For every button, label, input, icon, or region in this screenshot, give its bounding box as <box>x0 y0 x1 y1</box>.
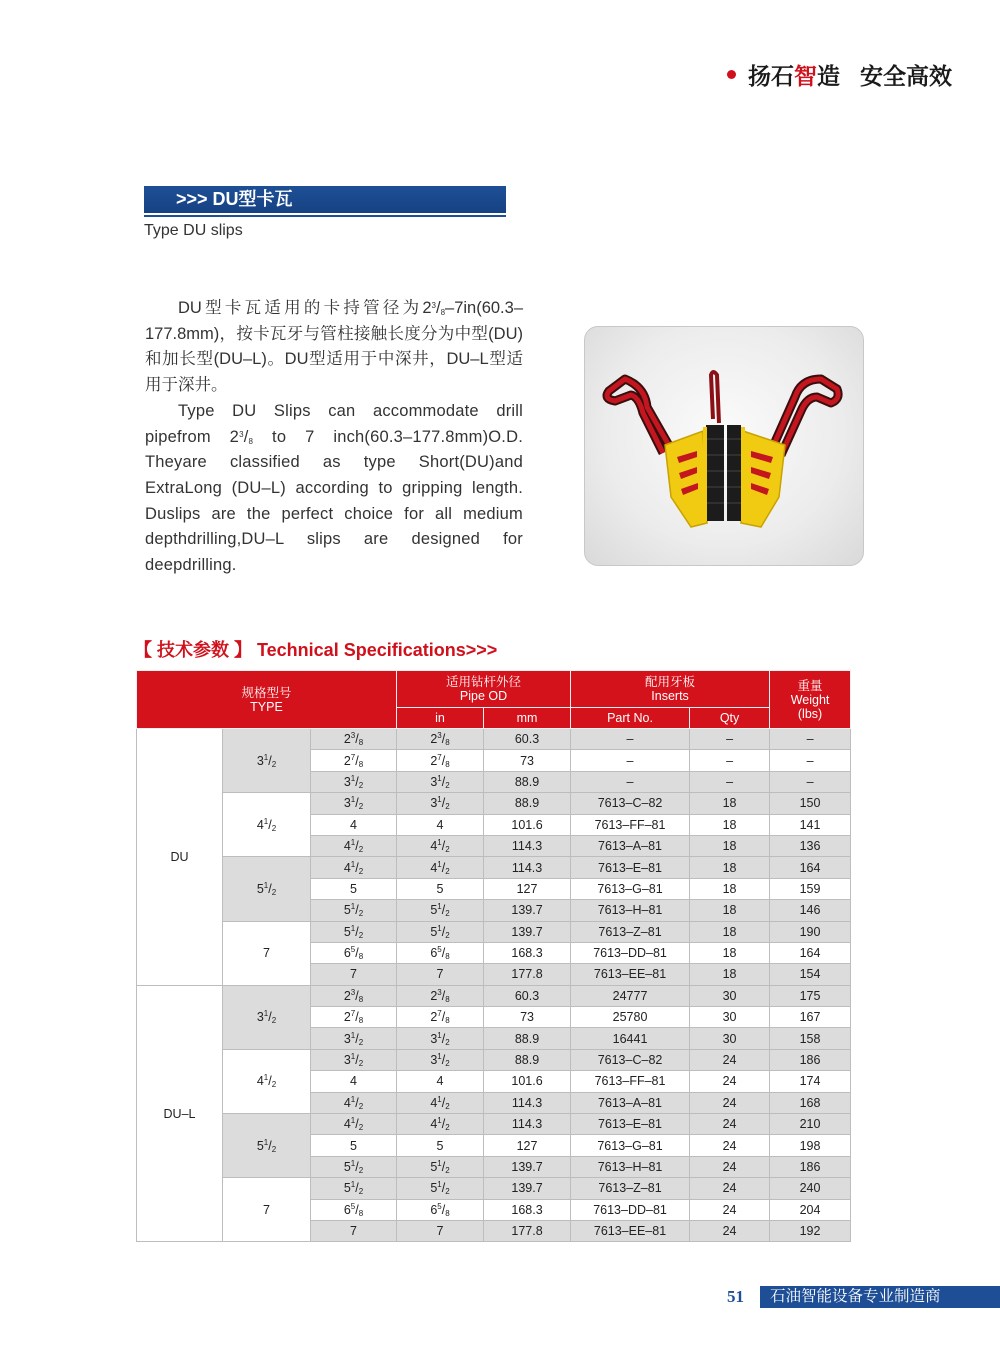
section-subtitle: Type DU slips <box>144 222 243 239</box>
table-row <box>137 729 851 750</box>
in-cell: $4^1/_2$ <box>397 1092 484 1113</box>
in-cell: $6^5/_8$ <box>397 1199 484 1220</box>
in-cell: 5 <box>397 1135 484 1156</box>
weight-cell: 141 <box>770 814 851 835</box>
specs-title: 【 技术参数 】 Technical Specifications>>> <box>134 640 498 660</box>
mm-cell: 177.8 <box>484 964 571 985</box>
od-cell: $4^1/_2$ <box>311 1092 397 1113</box>
od-cell: $2^7/_8$ <box>311 1007 397 1028</box>
weight-cell: 150 <box>770 793 851 814</box>
in-cell: $6^5/_8$ <box>397 942 484 963</box>
spec-table <box>136 670 851 1242</box>
part-cell: 7613–EE–81 <box>571 964 690 985</box>
mm-cell: 73 <box>484 1007 571 1028</box>
in-cell: 5 <box>397 878 484 899</box>
part-cell: 7613–E–81 <box>571 1114 690 1135</box>
header-mm: mm <box>484 708 571 729</box>
qty-cell: – <box>690 750 770 771</box>
weight-cell: 154 <box>770 964 851 985</box>
od-cell: $3^1/_2$ <box>311 1028 397 1049</box>
part-cell: 7613–FF–81 <box>571 814 690 835</box>
description-en: Type DU Slips can accommodate drill pipefrom $2^3/_8$ to 7 inch(60.3–177.8mm)O.D. Theyare classified as type Short(DU)and ExtraLong (DU–L) according to gripping length. Duslips are the perfect choice for all medium depthdrilling,DU–L slips are designed for deepdrilling. <box>145 401 523 575</box>
od-cell: $3^1/_2$ <box>311 793 397 814</box>
od-cell: 4 <box>311 814 397 835</box>
od-cell: 5 <box>311 878 397 899</box>
spec-table-body <box>137 729 851 1242</box>
product-photo <box>584 326 864 566</box>
od-cell: $2^7/_8$ <box>311 750 397 771</box>
table-row <box>137 857 851 878</box>
qty-cell: 30 <box>690 1028 770 1049</box>
product-description <box>145 296 523 579</box>
part-cell: 7613–C–82 <box>571 793 690 814</box>
od-cell: $5^1/_2$ <box>311 1156 397 1177</box>
header-pipe-od: 适用钻杆外径 Pipe OD <box>397 671 571 708</box>
part-cell: 7613–EE–81 <box>571 1220 690 1241</box>
mm-cell: 73 <box>484 750 571 771</box>
part-cell: 7613–DD–81 <box>571 1199 690 1220</box>
part-cell: 7613–DD–81 <box>571 942 690 963</box>
weight-cell: – <box>770 771 851 792</box>
qty-cell: 18 <box>690 921 770 942</box>
size-cell: $3^1/_2$ <box>223 985 311 1049</box>
part-cell: 7613–A–81 <box>571 835 690 856</box>
qty-cell: 24 <box>690 1220 770 1241</box>
od-cell: 7 <box>311 1220 397 1241</box>
weight-cell: 186 <box>770 1156 851 1177</box>
mm-cell: 88.9 <box>484 793 571 814</box>
qty-cell: 18 <box>690 964 770 985</box>
in-cell: 7 <box>397 1220 484 1241</box>
table-row <box>137 921 851 942</box>
weight-cell: 210 <box>770 1114 851 1135</box>
weight-cell: 146 <box>770 900 851 921</box>
mm-cell: 88.9 <box>484 1049 571 1070</box>
weight-cell: 174 <box>770 1071 851 1092</box>
od-cell: $4^1/_2$ <box>311 857 397 878</box>
mm-cell: 139.7 <box>484 921 571 942</box>
in-cell: $5^1/_2$ <box>397 900 484 921</box>
mm-cell: 60.3 <box>484 985 571 1006</box>
qty-cell: 24 <box>690 1199 770 1220</box>
qty-cell: 24 <box>690 1178 770 1199</box>
in-cell: 7 <box>397 964 484 985</box>
weight-cell: 158 <box>770 1028 851 1049</box>
qty-cell: 18 <box>690 878 770 899</box>
weight-cell: – <box>770 729 851 750</box>
part-cell: – <box>571 771 690 792</box>
mm-cell: 139.7 <box>484 1156 571 1177</box>
size-cell: 7 <box>223 921 311 985</box>
footer-tagline: 石油智能设备专业制造商 <box>760 1286 1000 1308</box>
in-cell: $4^1/_2$ <box>397 835 484 856</box>
in-cell: $2^7/_8$ <box>397 750 484 771</box>
part-cell: 7613–H–81 <box>571 900 690 921</box>
part-cell: 25780 <box>571 1007 690 1028</box>
size-cell: $3^1/_2$ <box>223 729 311 793</box>
part-cell: – <box>571 750 690 771</box>
page-number: 51 <box>727 1287 744 1306</box>
qty-cell: 24 <box>690 1071 770 1092</box>
qty-cell: 24 <box>690 1049 770 1070</box>
weight-cell: 168 <box>770 1092 851 1113</box>
page-footer <box>727 1286 1000 1308</box>
od-cell: $5^1/_2$ <box>311 1178 397 1199</box>
bullet-dot-icon <box>727 70 736 79</box>
mm-cell: 127 <box>484 1135 571 1156</box>
qty-cell: 18 <box>690 814 770 835</box>
weight-cell: 175 <box>770 985 851 1006</box>
size-cell: $5^1/_2$ <box>223 857 311 921</box>
header-inserts: 配用牙板 Inserts <box>571 671 770 708</box>
od-cell: 5 <box>311 1135 397 1156</box>
in-cell: $2^3/_8$ <box>397 729 484 750</box>
in-cell: $5^1/_2$ <box>397 1178 484 1199</box>
weight-cell: 167 <box>770 1007 851 1028</box>
od-cell: $6^5/_8$ <box>311 1199 397 1220</box>
header-weight: 重量 Weight (lbs) <box>770 671 851 729</box>
weight-cell: 164 <box>770 857 851 878</box>
qty-cell: 24 <box>690 1114 770 1135</box>
header-part-no: Part No. <box>571 708 690 729</box>
mm-cell: 127 <box>484 878 571 899</box>
part-cell: 7613–G–81 <box>571 878 690 899</box>
weight-cell: 198 <box>770 1135 851 1156</box>
mm-cell: 168.3 <box>484 942 571 963</box>
type-cell: DU <box>137 729 223 986</box>
part-cell: 7613–G–81 <box>571 1135 690 1156</box>
table-row <box>137 985 851 1006</box>
od-cell: 7 <box>311 964 397 985</box>
size-cell: $4^1/_2$ <box>223 793 311 857</box>
table-row <box>137 1049 851 1070</box>
in-cell: $4^1/_2$ <box>397 857 484 878</box>
weight-cell: 240 <box>770 1178 851 1199</box>
weight-cell: 186 <box>770 1049 851 1070</box>
header-type: 规格型号 TYPE <box>137 671 397 729</box>
table-row <box>137 1178 851 1199</box>
weight-cell: 192 <box>770 1220 851 1241</box>
section-title: >>> DU型卡瓦 <box>144 186 506 213</box>
od-cell: $3^1/_2$ <box>311 771 397 792</box>
qty-cell: 18 <box>690 793 770 814</box>
part-cell: 7613–A–81 <box>571 1092 690 1113</box>
size-cell: $5^1/_2$ <box>223 1114 311 1178</box>
part-cell: 7613–C–82 <box>571 1049 690 1070</box>
in-cell: $3^1/_2$ <box>397 793 484 814</box>
part-cell: 16441 <box>571 1028 690 1049</box>
qty-cell: 24 <box>690 1156 770 1177</box>
in-cell: $4^1/_2$ <box>397 1114 484 1135</box>
weight-cell: 136 <box>770 835 851 856</box>
du-slips-illustration <box>585 327 863 565</box>
od-cell: 4 <box>311 1071 397 1092</box>
in-cell: 4 <box>397 814 484 835</box>
mm-cell: 114.3 <box>484 857 571 878</box>
in-cell: $5^1/_2$ <box>397 1156 484 1177</box>
part-cell: 7613–H–81 <box>571 1156 690 1177</box>
qty-cell: 18 <box>690 900 770 921</box>
mm-cell: 177.8 <box>484 1220 571 1241</box>
slogan-part-2: 造 <box>817 63 840 89</box>
in-cell: $2^7/_8$ <box>397 1007 484 1028</box>
mm-cell: 101.6 <box>484 814 571 835</box>
weight-cell: 159 <box>770 878 851 899</box>
in-cell: $3^1/_2$ <box>397 1049 484 1070</box>
qty-cell: 30 <box>690 985 770 1006</box>
header-in: in <box>397 708 484 729</box>
type-cell: DU–L <box>137 985 223 1242</box>
qty-cell: 24 <box>690 1135 770 1156</box>
weight-cell: 164 <box>770 942 851 963</box>
mm-cell: 88.9 <box>484 771 571 792</box>
weight-cell: 204 <box>770 1199 851 1220</box>
qty-cell: 18 <box>690 835 770 856</box>
in-cell: 4 <box>397 1071 484 1092</box>
od-cell: $5^1/_2$ <box>311 921 397 942</box>
size-cell: 7 <box>223 1178 311 1242</box>
table-row <box>137 793 851 814</box>
mm-cell: 139.7 <box>484 900 571 921</box>
part-cell: – <box>571 729 690 750</box>
part-cell: 7613–FF–81 <box>571 1071 690 1092</box>
mm-cell: 114.3 <box>484 835 571 856</box>
section-title-underline <box>144 215 506 217</box>
size-cell: $4^1/_2$ <box>223 1049 311 1113</box>
mm-cell: 88.9 <box>484 1028 571 1049</box>
weight-cell: 190 <box>770 921 851 942</box>
in-cell: $2^3/_8$ <box>397 985 484 1006</box>
header-slogan <box>727 58 952 91</box>
qty-cell: 30 <box>690 1007 770 1028</box>
in-cell: $5^1/_2$ <box>397 921 484 942</box>
od-cell: $2^3/_8$ <box>311 729 397 750</box>
qty-cell: 18 <box>690 857 770 878</box>
qty-cell: 18 <box>690 942 770 963</box>
mm-cell: 139.7 <box>484 1178 571 1199</box>
od-cell: $6^5/_8$ <box>311 942 397 963</box>
part-cell: 7613–Z–81 <box>571 921 690 942</box>
weight-cell: – <box>770 750 851 771</box>
part-cell: 24777 <box>571 985 690 1006</box>
part-cell: 7613–Z–81 <box>571 1178 690 1199</box>
in-cell: $3^1/_2$ <box>397 1028 484 1049</box>
slogan-highlight: 智 <box>794 63 817 89</box>
od-cell: $5^1/_2$ <box>311 900 397 921</box>
mm-cell: 60.3 <box>484 729 571 750</box>
in-cell: $3^1/_2$ <box>397 771 484 792</box>
od-cell: $3^1/_2$ <box>311 1049 397 1070</box>
qty-cell: 24 <box>690 1092 770 1113</box>
slogan-part-1: 扬石 <box>748 63 794 89</box>
mm-cell: 101.6 <box>484 1071 571 1092</box>
header-qty: Qty <box>690 708 770 729</box>
description-cn: DU型卡瓦适用的卡持管径为$2^3/_8-7in(60.3-177.8mm)$，按卡瓦牙与管柱接触长度分为中型(DU)和加长型(DU–L)。DU型适用于中深井，DU–L型适用于深井。 <box>145 299 523 395</box>
part-cell: 7613–E–81 <box>571 857 690 878</box>
mm-cell: 114.3 <box>484 1092 571 1113</box>
mm-cell: 114.3 <box>484 1114 571 1135</box>
slogan-part-3: 安全高效 <box>860 63 952 89</box>
mm-cell: 168.3 <box>484 1199 571 1220</box>
qty-cell: – <box>690 771 770 792</box>
od-cell: $2^3/_8$ <box>311 985 397 1006</box>
table-row <box>137 1114 851 1135</box>
qty-cell: – <box>690 729 770 750</box>
od-cell: $4^1/_2$ <box>311 1114 397 1135</box>
od-cell: $4^1/_2$ <box>311 835 397 856</box>
